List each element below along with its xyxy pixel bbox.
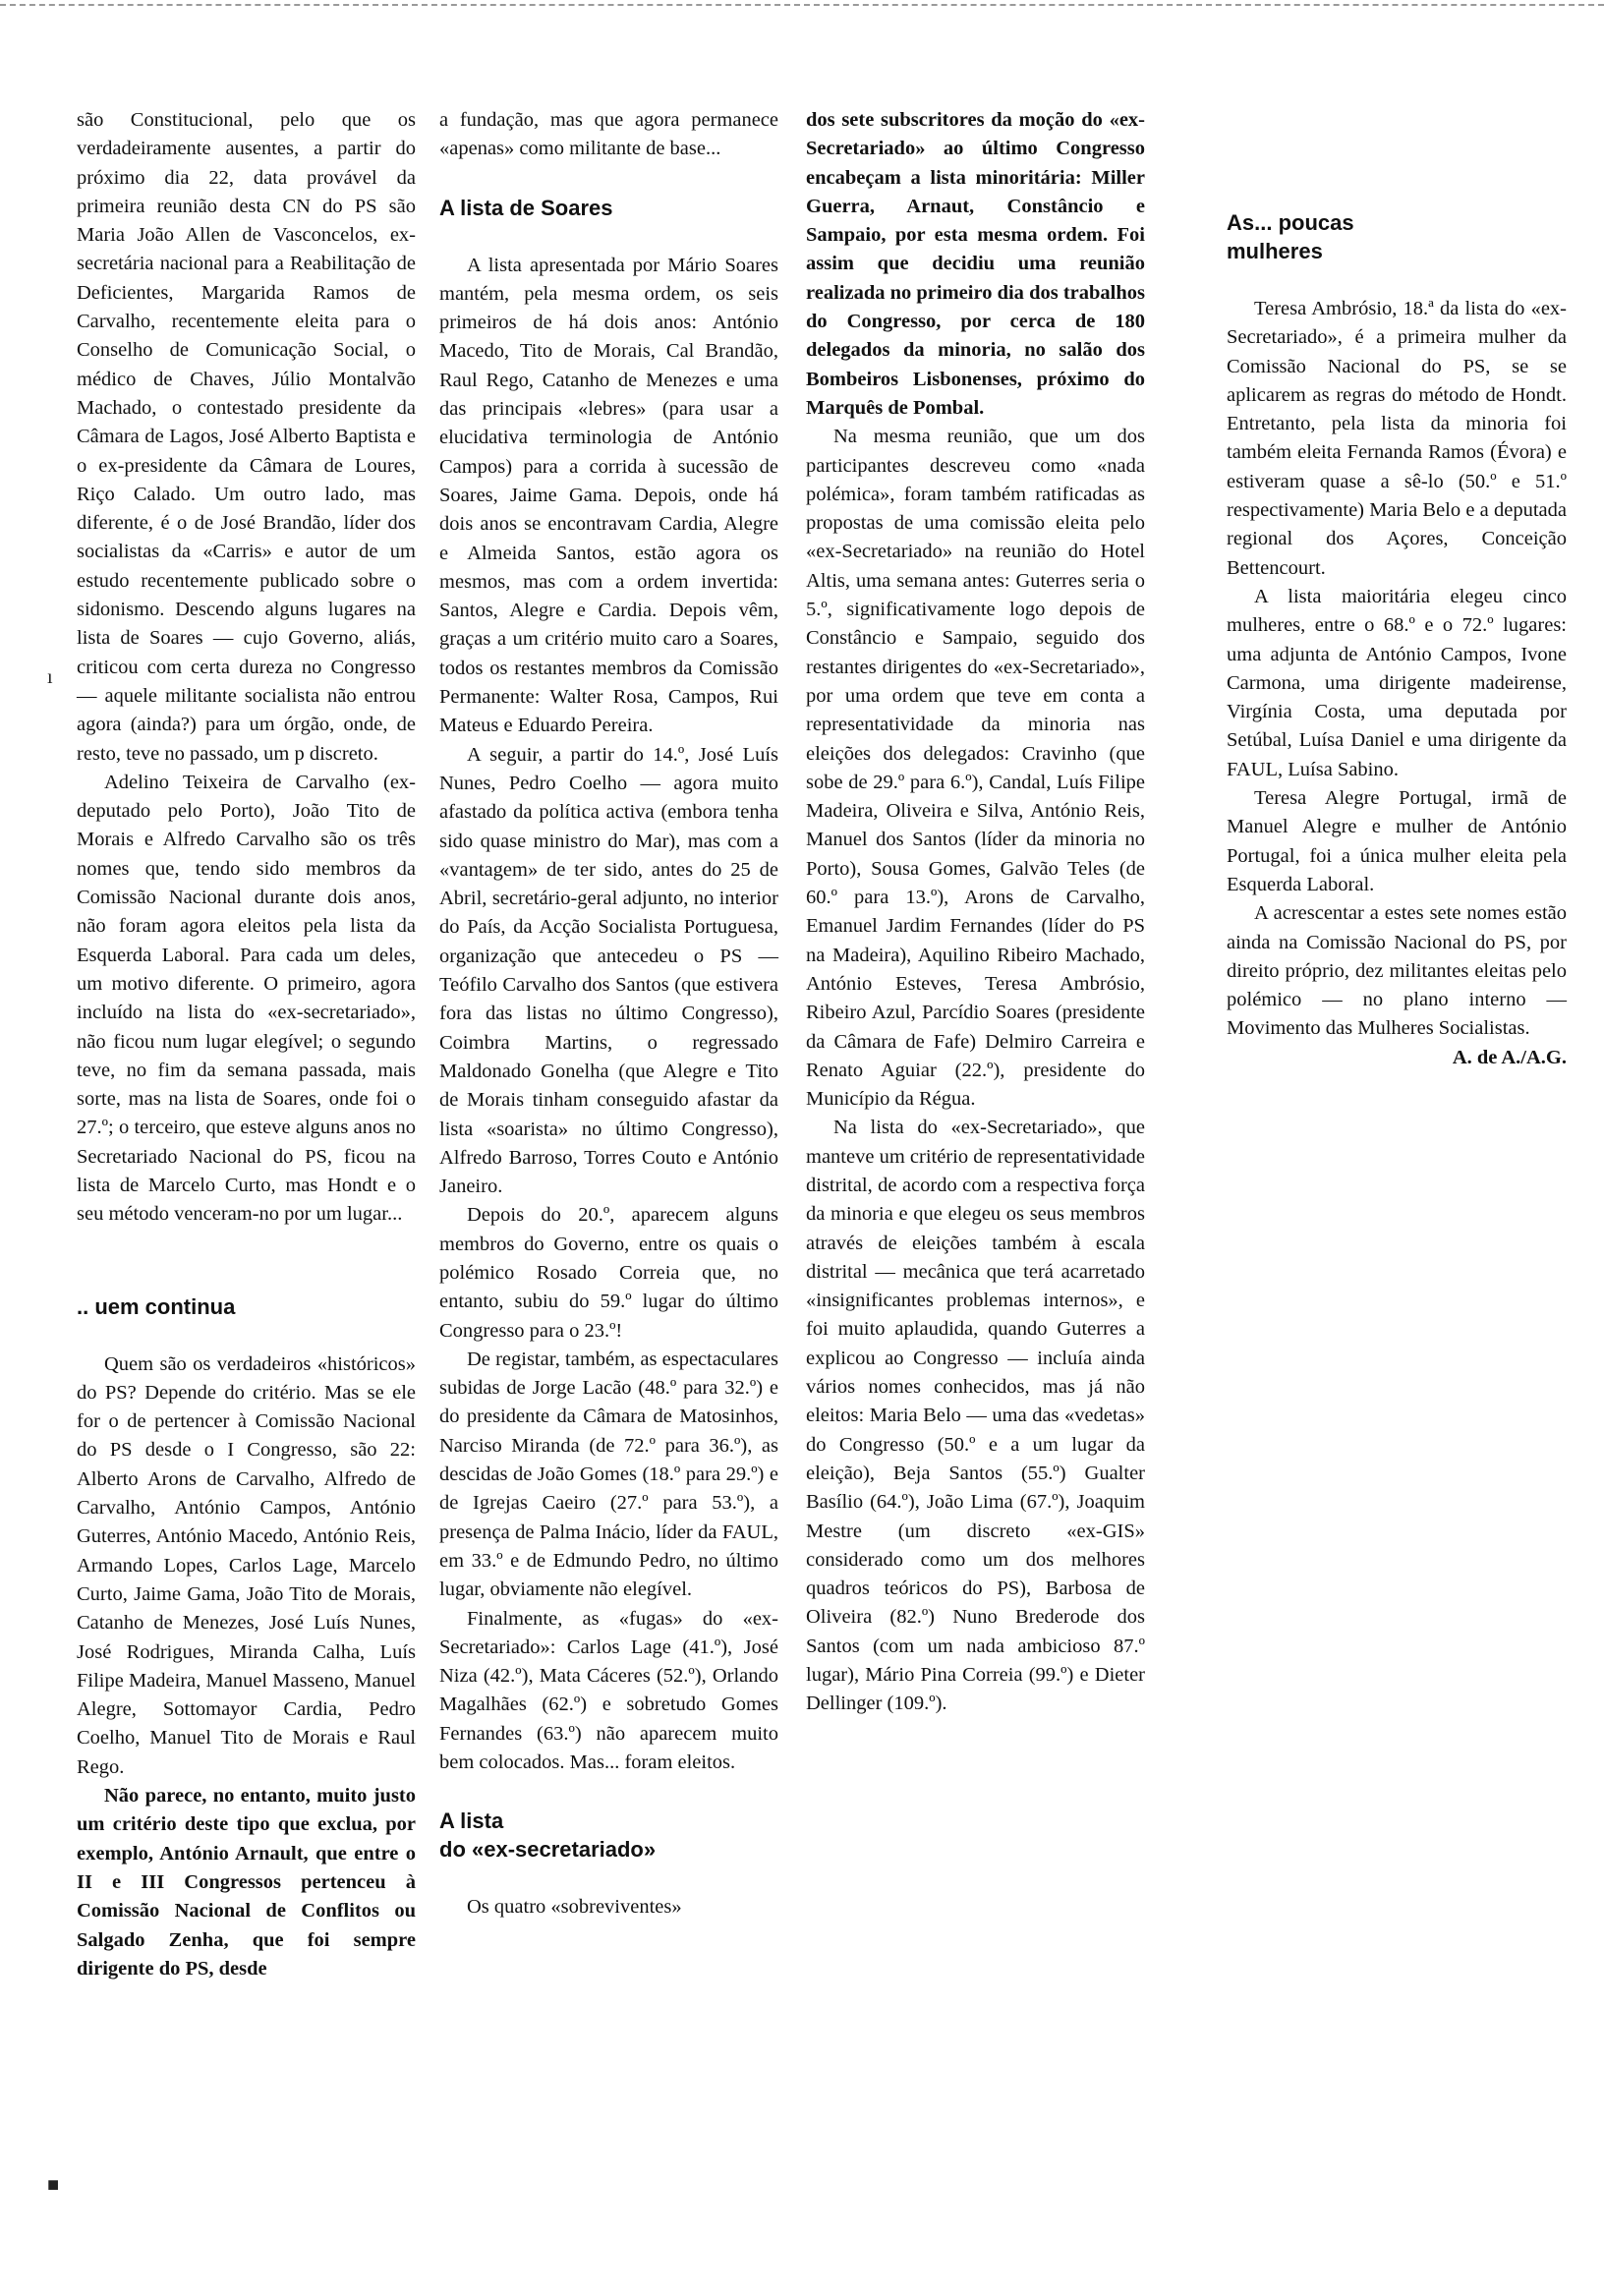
paragraph: Teresa Ambrósio, 18.ª da lista do «ex-Secretariado», é a primeira mulher da Comissão Nacional do PS, se se aplicarem as regras do método de Hondt. Entretanto, pela lista da minoria foi também eleita Fernanda Ramos (Évora) e estiveram quase a sê-lo (50.º e 51.º respectivamente) Maria Belo e a deputada regional dos Açores, Conceição Bettencourt.: [1227, 298, 1567, 579]
section-heading-line: mulheres: [1227, 239, 1323, 263]
paragraph: A seguir, a partir do 14.º, José Luís Nunes, Pedro Coelho — agora muito afastado da política activa (embora tenha sido quase ministro do Mar), mas com a «vantagem» de ter sido, antes do 25 de Abril, secretário-geral adjunto, no interior do País, da Acção Socialista Portuguesa, organização que antecedeu o PS — Teófilo Carvalho dos Santos (que estivera fora das listas no último Congresso), Coimbra Martins, o regressado Maldonado Gonelha (que Alegre e Tito de Morais tinham conseguido afastar da lista «soarista» no último Congresso), Alfredo Barroso, Torres Couto e António Janeiro.: [439, 743, 778, 1198]
paragraph: Adelino Teixeira de Carvalho (ex-deputado pelo Porto), João Tito de Morais e Alfredo Carvalho são os três nomes que, tendo sido membros da Comissão Nacional durante dois anos, não foram agora eleitos pela lista da Esquerda Laboral. Para cada um deles, um motivo diferente. O primeiro, agora incluído na lista do «ex-secretariado», não ficou num lugar elegível; o segundo teve, no fim da semana passada, mais sorte, mas na lista de Soares, onde foi o 27.º; o terceiro, que esteve alguns anos no Secretariado Nacional do PS, ficou na lista de Marcelo Curto, mas Hondt e o seu método venceram-no por um lugar...: [77, 771, 416, 1226]
section-heading: [439, 1807, 778, 1864]
paragraph: Não parece, no entanto, muito justo um critério deste tipo que exclua, por exemplo, António Arnault, que entre o II e III Congressos pertenceu à Comissão Nacional de Conflitos ou Salgado Zenha, que foi sempre dirigente do PS, desde: [77, 1785, 416, 1980]
paragraph: são Constitucional, pelo que os verdadeiramente ausentes, a partir do próximo dia 22, data provável da primeira reunião desta CN do PS são Maria João Allen de Vasconcelos, ex-secretária nacional para a Reabilitação de Deficientes, Margarida Ramos de Carvalho, recentemente eleita para o Conselho de Comunicação Social, o médico de Chaves, Júlio Montalvão Machado, o contestado presidente da Câmara de Lagos, José Alberto Baptista e o ex-presidente da Câmara de Loures, Riço Calado. Um outro lado, mas diferente, é o de José Brandão, líder dos socialistas da «Carris» e autor de um estudo recentemente publicado sobre o sidonismo. Descendo alguns lugares na lista de Soares — cujo Governo, aliás, criticou com certa dureza no Congresso — aquele militante socialista não entrou agora (ainda?) para um órgão, onde, de resto, teve no passado, um p discreto.: [77, 109, 416, 765]
paragraph: Depois do 20.º, aparecem alguns membros do Governo, entre os quais o polémico Rosado Correia que, no entanto, subiu do 59.º lugar do último Congresso para o 23.º!: [439, 1204, 778, 1342]
paragraph: De registar, também, as espectaculares subidas de Jorge Lacão (48.º para 32.º) e do presidente da Câmara de Matosinhos, Narciso Miranda (de 72.º para 36.º), as descidas de João Gomes (18.º para 29.º) e de Igrejas Caeiro (27.º para 53.º), a presença de Palma Inácio, líder da FAUL, em 33.º e de Edmundo Pedro, no último lugar, obviamente não elegível.: [439, 1348, 778, 1601]
margin-mark: ı: [47, 666, 53, 688]
paragraph: Na lista do «ex-Secretariado», que manteve um critério de representatividade distrital, de acordo com a respectiva força da minoria e que elegeu os seus membros através de eleições também à escala distrital — mecânica que terá acarretado «insignificantes problemas internos», e foi muito aplaudida, quando Guterres a explicou ao Congresso — incluía ainda vários nomes conhecidos, mas já não eleitos: Maria Belo — uma das «vedetas» do Congresso (50.º e a um lugar da eleição), Beja Santos (55.º) Gualter Basílio (64.º), João Lima (67.º), Joaquim Mestre (um discreto «ex-GIS» considerado como um dos melhores quadros teóricos do PS), Barbosa de Oliveira (82.º) Nuno Brederode dos Santos (com um nada ambicioso 87.º lugar), Mário Pina Correia (99.º) e Dieter Dellinger (109.º).: [806, 1117, 1145, 1715]
section-heading-line: do «ex-secretariado»: [439, 1837, 657, 1863]
section-heading-line: A lista: [439, 1808, 504, 1834]
section-heading-line: As... poucas: [1227, 210, 1354, 235]
paragraph: A lista apresentada por Mário Soares mantém, pela mesma ordem, os seis primeiros de há dois anos: António Macedo, Tito de Morais, Cal Brandão, Raul Rego, Catanho de Menezes e uma das principais «lebres» (para usar a elucidativa terminologia de António Campos) para a corrida à sucessão de Soares, Jaime Gama. Depois, onde há dois anos se encontravam Cardia, Alegre e Almeida Santos, estão agora os mesmos, mas com a ordem invertida: Santos, Alegre e Cardia. Depois vêm, graças a um critério muito caro a Soares, todos os restantes membros da Comissão Permanente: Walter Rosa, Campos, Rui Mateus e Eduardo Pereira.: [439, 254, 778, 737]
paragraph: Na mesma reunião, que um dos participantes descreveu como «nada polémica», foram também ratificadas as propostas de uma comissão eleita pelo «ex-Secretariado» na reunião do Hotel Altis, uma semana antes: Guterres seria o 5.º, significativamente logo depois de Constâncio e Sampaio, seguido dos restantes dirigentes do «ex-Secretariado», por uma ordem que teve em conta a representatividade da minoria nas eleições dos delegados: Cravinho (que sobe de 29.º para 6.º), Candal, Luís Filipe Madeira, Oliveira e Silva, António Reis, Manuel dos Santos (líder da minoria no Porto), Sousa Gomes, Galvão Teles (de 60.º para 13.º), Arons de Carvalho, Emanuel Jardim Fernandes (líder do PS na Madeira), Aquilino Ribeiro Machado, António Esteves, Teresa Ambrósio, Ribeiro Azul, Parcídio Soares (presidente da Câmara de Fafe) Delmiro Carreira e Renato Aguiar (22.º), presidente do Município da Régua.: [806, 426, 1145, 1111]
paragraph: Os quatro «sobreviventes»: [467, 1896, 682, 1919]
margin-mark: ■: [47, 2174, 60, 2196]
section-heading: [1227, 208, 1567, 265]
section-heading: A lista de Soares: [439, 195, 613, 220]
column-4: [1227, 208, 1567, 1072]
column-2: [439, 106, 778, 1923]
section-heading: .. uem continua: [77, 1293, 236, 1319]
paragraph: Teresa Alegre Portugal, irmã de Manuel Alegre e mulher de António Portugal, foi a única mulher eleita pela Esquerda Laboral.: [1227, 787, 1567, 895]
paragraph: Finalmente, as «fugas» do «ex-Secretariado»: Carlos Lage (41.º), José Niza (42.º), Mata Cáceres (52.º), Orlando Magalhães (62.º) e sobretudo Gomes Fernandes (63.º) não aparecem muito bem colocados. Mas... foram eleitos.: [439, 1607, 778, 1774]
column-1: [77, 106, 416, 1983]
paragraph: A lista maioritária elegeu cinco mulheres, entre o 68.º e o 72.º lugares: uma adjunta de António Campos, Ivone Carmona, uma dirigente madeirense, Virgínia Costa, uma deputada por Setúbal, Luísa Daniel e uma dirigente da FAUL, Luísa Sabino.: [1227, 585, 1567, 780]
paragraph: A acrescentar a estes sete nomes estão ainda na Comissão Nacional do PS, por direito próprio, dez militantes eleitas pelo polémico — no plano interno — Movimento das Mulheres Socialistas.: [1227, 902, 1567, 1040]
author-signature: A. de A./A.G.: [1452, 1046, 1567, 1068]
top-border-line: [0, 4, 1604, 6]
paragraph: Quem são os verdadeiros «históricos» do PS? Depende do critério. Mas se ele for o de pertencer à Comissão Nacional do PS desde o I Congresso, são 22: Alberto Arons de Carvalho, Alfredo de Carvalho, António Campos, António Guterres, António Macedo, António Reis, Armando Lopes, Carlos Lage, Marcelo Curto, Jaime Gama, João Tito de Morais, Catanho de Menezes, José Luís Nunes, José Rodrigues, Miranda Calha, Luís Filipe Madeira, Manuel Masseno, Manuel Alegre, Sottomayor Cardia, Pedro Coelho, Manuel Tito de Morais e Raul Rego.: [77, 1352, 417, 1778]
column-3: [806, 106, 1145, 1719]
paragraph: a fundação, mas que agora permanece «apenas» como militante de base...: [439, 109, 778, 160]
paragraph: dos sete subscritores da moção do «ex-Secretariado» ao último Congresso encabeçam a lista minoritária: Miller Guerra, Arnaut, Constâncio e Sampaio, por esta mesma ordem. Foi assim que decidiu uma reunião realizada no primeiro dia dos trabalhos do Congresso, por cerca de 180 delegados da minoria, no salão dos Bombeiros Lisbonenses, próximo do Marquês de Pombal.: [806, 109, 1145, 419]
